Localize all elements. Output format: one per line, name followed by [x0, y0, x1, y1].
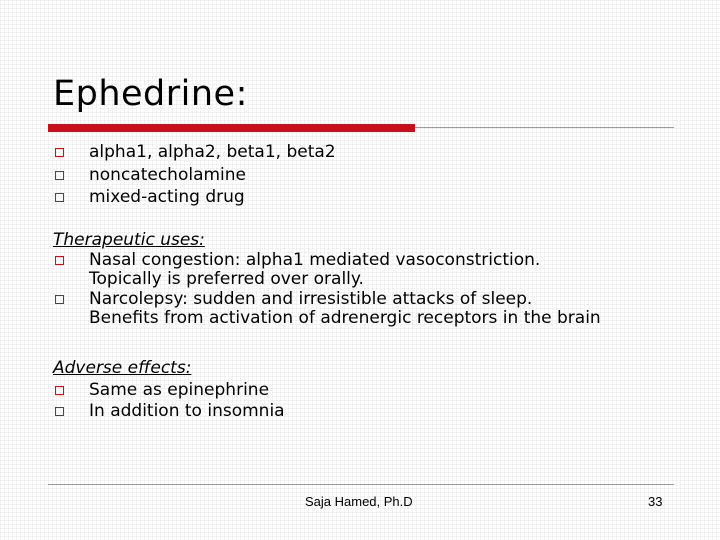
- list-item: [53, 186, 336, 209]
- page-number: 33: [648, 494, 663, 509]
- list-item-text: Same as epinephrine: [89, 379, 270, 400]
- list-item: [53, 290, 601, 329]
- footer-rule: [48, 484, 674, 485]
- list-item-text: noncatecholamine: [89, 164, 247, 185]
- intro-list: [53, 141, 336, 209]
- list-item-text: In addition to insomnia: [89, 401, 285, 421]
- list-item: [53, 251, 601, 290]
- therapeutic-uses-heading: Therapeutic uses:: [53, 230, 205, 250]
- list-item: [53, 164, 336, 187]
- hollow-square-bullet-icon: [55, 386, 64, 395]
- hollow-square-bullet-icon: [55, 407, 64, 416]
- footer-author: Saja Hamed, Ph.D: [305, 494, 413, 509]
- list-item-text: mixed-acting drug: [89, 187, 245, 207]
- hollow-square-bullet-icon: [55, 148, 64, 157]
- therapeutic-uses-section: [53, 231, 601, 329]
- hollow-square-bullet-icon: [55, 295, 64, 304]
- slide-title: Ephedrine:: [53, 74, 248, 114]
- hollow-square-bullet-icon: [55, 256, 64, 265]
- list-item-text: Topically is preferred over orally.: [89, 269, 364, 289]
- list-item-text: alpha1, alpha2, beta1, beta2: [89, 142, 336, 162]
- adverse-effects-section: [53, 358, 285, 423]
- list-item-text: Nasal congestion: alpha1 mediated vasoconstriction.: [89, 249, 541, 270]
- hollow-square-bullet-icon: [55, 193, 64, 202]
- list-item-text: Benefits from activation of adrenergic receptors in the brain: [89, 308, 601, 328]
- hollow-square-bullet-icon: [55, 171, 64, 180]
- title-underline-rule: [415, 127, 674, 128]
- list-item: [53, 141, 336, 164]
- title-underline-accent: [48, 124, 415, 132]
- adverse-effects-heading: Adverse effects:: [53, 358, 192, 378]
- list-item: [53, 401, 285, 423]
- list-item: [53, 380, 285, 402]
- list-item-text: Narcolepsy: sudden and irresistible attacks of sleep.: [89, 288, 533, 309]
